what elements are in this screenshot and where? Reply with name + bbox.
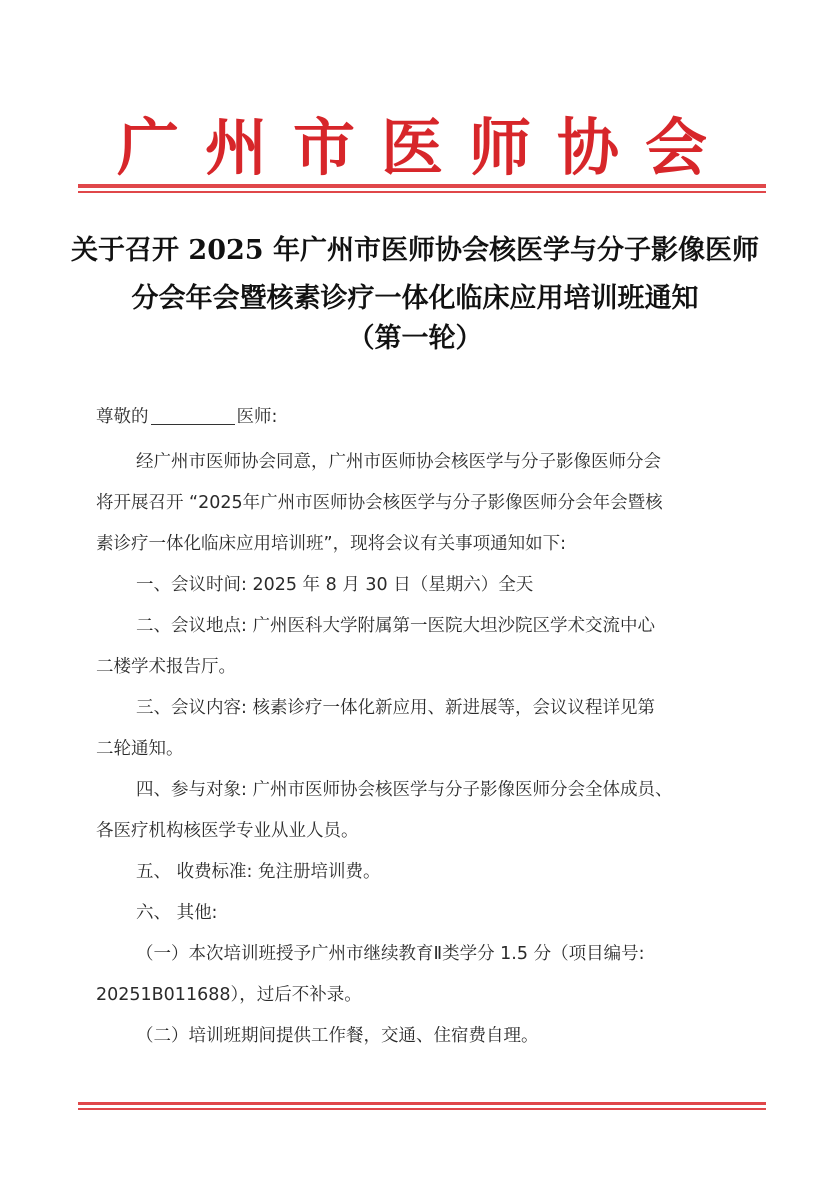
item-meeting-time: 一、会议时间: 2025 年 8 月 30 日（星期六）全天 bbox=[136, 575, 534, 595]
item-other-sub-1-line-2: 20251B011688），过后不补录。 bbox=[96, 985, 362, 1005]
item-fees: 五、 收费标准: 免注册培训费。 bbox=[136, 862, 381, 882]
item-meeting-venue-line-2: 二楼学术报告厅。 bbox=[96, 657, 236, 677]
intro-line-1: 经广州市医师协会同意，广州市医师协会核医学与分子影像医师分会 bbox=[136, 452, 661, 472]
salutation-suffix: 医师: bbox=[236, 407, 278, 427]
footer-rule-thin bbox=[78, 1108, 766, 1110]
item-meeting-content-line-2: 二轮通知。 bbox=[96, 739, 184, 759]
footer-rule-thick bbox=[78, 1102, 766, 1105]
item-participants-line-1: 四、参与对象: 广州市医师协会核医学与分子影像医师分会全体成员、 bbox=[136, 780, 673, 800]
intro-line-3: 素诊疗一体化临床应用培训班”，现将会议有关事项通知如下: bbox=[96, 534, 566, 554]
notice-title-line-3: （第一轮） bbox=[347, 323, 483, 354]
item-other-sub-1-line-1: （一）本次培训班授予广州市继续教育Ⅱ类学分 1.5 分（项目编号: bbox=[136, 944, 645, 964]
letterhead-org-name: 广州市医师协会 bbox=[116, 111, 733, 184]
letterhead-rule-thin bbox=[78, 191, 766, 193]
letterhead-rule-thick bbox=[78, 184, 766, 188]
notice-title-line-1: 关于召开 2025 年广州市医师协会核医学与分子影像医师 bbox=[71, 235, 759, 266]
item-meeting-content-line-1: 三、会议内容: 核素诊疗一体化新应用、新进展等，会议议程详见第 bbox=[136, 698, 655, 718]
notice-title-line-2: 分会年会暨核素诊疗一体化临床应用培训班通知 bbox=[131, 283, 699, 314]
salutation-prefix: 尊敬的 bbox=[96, 407, 149, 427]
name-blank-line bbox=[151, 406, 235, 425]
item-other-sub-2: （二）培训班期间提供工作餐，交通、住宿费自理。 bbox=[136, 1026, 539, 1046]
item-meeting-venue-line-1: 二、会议地点: 广州医科大学附属第一医院大坦沙院区学术交流中心 bbox=[136, 616, 655, 636]
item-other: 六、 其他: bbox=[136, 903, 218, 923]
intro-line-2: 将开展召开 “2025年广州市医师协会核医学与分子影像医师分会年会暨核 bbox=[96, 493, 663, 513]
item-participants-line-2: 各医疗机构核医学专业从业人员。 bbox=[96, 821, 359, 841]
salutation bbox=[96, 403, 756, 428]
